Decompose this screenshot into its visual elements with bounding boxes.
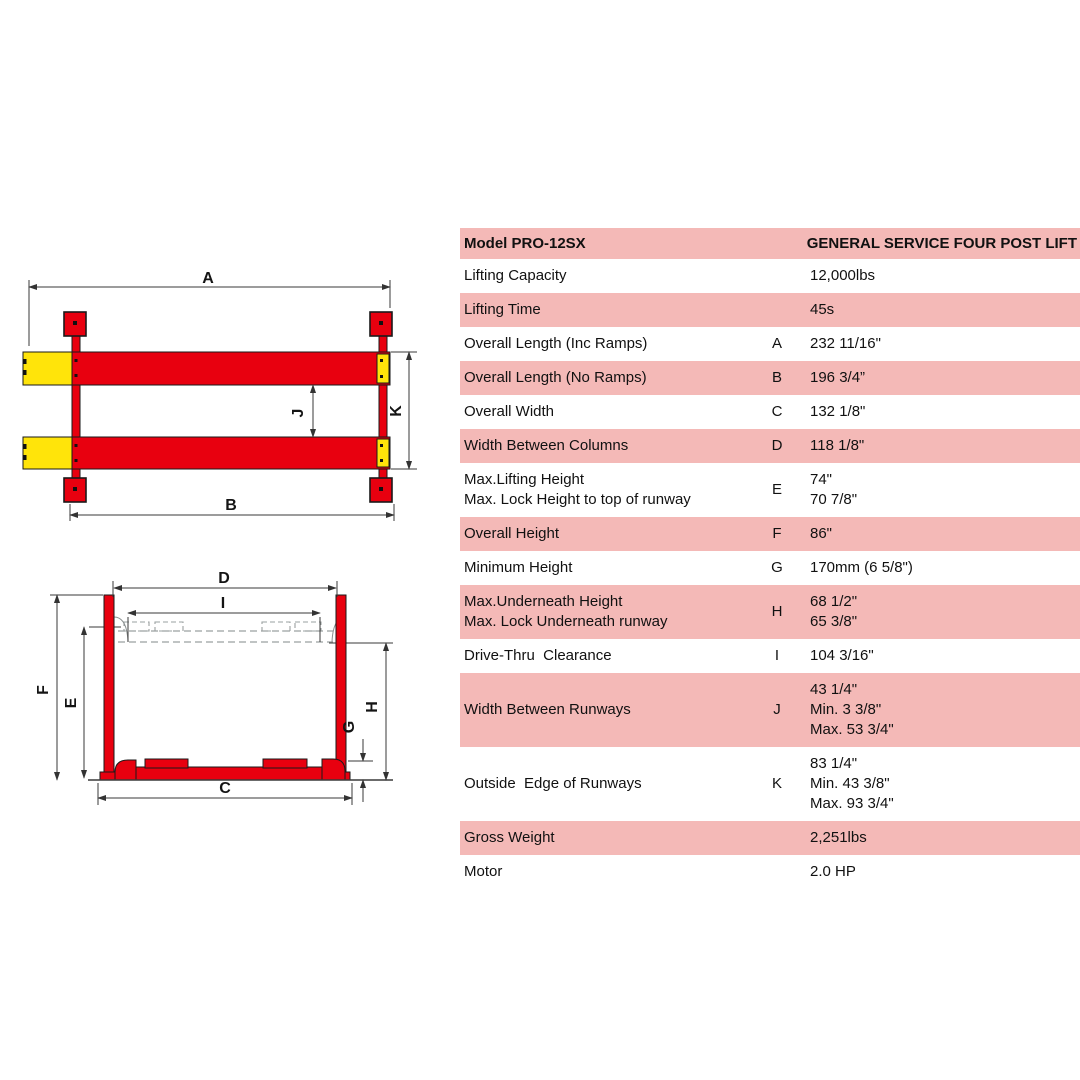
spec-row — [460, 395, 1080, 429]
spec-label-line: Width Between Runways — [464, 701, 631, 718]
spec-letter: F — [772, 525, 782, 542]
spec-label — [460, 402, 760, 422]
spec-label — [460, 862, 760, 882]
runway-bottom-end-plate — [377, 439, 389, 467]
spec-label-line: Motor — [464, 863, 503, 880]
spec-label-line: Overall Height — [464, 525, 560, 542]
spec-value — [794, 828, 1080, 848]
dimension-e — [63, 627, 84, 778]
spec-value — [794, 266, 1080, 286]
spec-label — [460, 300, 760, 320]
spec-letter: G — [771, 559, 783, 576]
posts — [64, 312, 392, 502]
runway-bottom — [72, 437, 390, 469]
spec-value-line: 45s — [810, 301, 835, 318]
spec-value-line: 83 1/4" — [810, 755, 858, 772]
spec-label-line: Drive-Thru Clearance — [464, 647, 612, 664]
spec-value — [794, 592, 1080, 632]
spec-row — [460, 821, 1080, 855]
spec-value-line: Min. 3 3/8" — [810, 701, 882, 718]
spec-letter: E — [771, 481, 782, 498]
spec-row — [460, 463, 1080, 517]
spec-value — [794, 680, 1080, 740]
spec-value-line: 196 3/4” — [810, 369, 866, 386]
spec-label — [460, 524, 760, 544]
spec-letter: D — [771, 437, 783, 454]
spec-row — [460, 517, 1080, 551]
spec-letter: B — [771, 369, 782, 386]
spec-row — [460, 429, 1080, 463]
dim-label-e: E — [63, 697, 80, 709]
spec-label — [460, 774, 760, 794]
table-title: GENERAL SERVICE FOUR POST LIFT — [806, 234, 1077, 252]
dimension-f — [35, 595, 103, 780]
spec-row — [460, 361, 1080, 395]
spec-value-line: 232 11/16" — [810, 335, 881, 352]
spec-row — [460, 855, 1080, 889]
dimension-d — [113, 570, 337, 597]
spec-label-line: Overall Length (No Ramps) — [464, 369, 647, 386]
dimension-c — [98, 780, 352, 805]
dim-label-i: I — [220, 595, 226, 612]
spec-value-line: 104 3/16" — [810, 647, 874, 664]
spec-value — [794, 402, 1080, 422]
spec-label-line: Lifting Time — [464, 301, 541, 318]
spec-label-line: Max.Lifting Height — [464, 471, 585, 488]
spec-value — [794, 334, 1080, 354]
raised-runway-phantom — [114, 617, 346, 642]
spec-letter: K — [771, 775, 782, 792]
spec-label-line: Max.Underneath Height — [464, 593, 623, 610]
spec-label — [460, 592, 760, 632]
model-label: Model PRO-12SX — [464, 234, 586, 252]
dim-label-a: A — [202, 270, 214, 287]
spec-label — [460, 646, 760, 666]
spec-label-line: Minimum Height — [464, 559, 573, 576]
spec-value — [794, 436, 1080, 456]
spec-letter: J — [773, 701, 781, 718]
spec-letter: I — [774, 647, 780, 664]
spec-value-line: 170mm (6 5/8") — [810, 559, 913, 576]
right-column — [336, 595, 346, 780]
spec-value-line: 65 3/8" — [810, 613, 858, 630]
runway-top — [72, 352, 390, 385]
spec-value-line: 86" — [810, 525, 833, 542]
spec-value-line: Max. 53 3/4" — [810, 721, 894, 738]
spec-value — [794, 368, 1080, 388]
spec-letter: A — [771, 335, 782, 352]
spec-letter: C — [771, 403, 783, 420]
spec-label — [460, 828, 760, 848]
spec-label-line: Gross Weight — [464, 829, 555, 846]
spec-value-line: 12,000lbs — [810, 267, 876, 284]
spec-row — [460, 585, 1080, 639]
spec-value-line: Max. 93 3/4" — [810, 795, 894, 812]
dim-label-b: B — [225, 497, 237, 514]
spec-value — [794, 862, 1080, 882]
dimension-k — [388, 352, 417, 469]
spec-label — [460, 700, 760, 720]
runway-top-end-plate — [377, 354, 389, 383]
spec-label — [460, 558, 760, 578]
spec-table — [460, 228, 1080, 889]
spec-label-line: Outside Edge of Runways — [464, 775, 642, 792]
spec-label — [460, 266, 760, 286]
spec-table-header — [460, 228, 1080, 259]
dimension-b — [70, 497, 394, 521]
spec-label-line: Overall Length (Inc Ramps) — [464, 335, 648, 352]
spec-value — [794, 524, 1080, 544]
spec-row — [460, 327, 1080, 361]
dim-label-j: J — [290, 408, 307, 418]
dimension-i — [128, 595, 320, 642]
spec-value — [794, 754, 1080, 814]
spec-value — [794, 646, 1080, 666]
spec-value — [794, 470, 1080, 510]
dim-label-f: F — [35, 685, 52, 695]
spec-row — [460, 259, 1080, 293]
spec-row — [460, 673, 1080, 747]
dim-label-c: C — [219, 780, 231, 797]
plan-view-drawing — [0, 258, 460, 530]
dimension-h — [364, 643, 386, 780]
dim-label-g: G — [341, 720, 358, 734]
spec-letter: H — [771, 603, 783, 620]
lowered-runway — [115, 759, 345, 780]
left-ramp-bottom — [23, 437, 73, 469]
spec-row — [460, 639, 1080, 673]
dimension-j — [290, 385, 313, 437]
spec-label — [460, 470, 760, 510]
left-column — [104, 595, 114, 780]
spec-value-line: 68 1/2" — [810, 593, 858, 610]
spec-label-line: Max. Lock Underneath runway — [464, 613, 668, 630]
spec-value-line: 118 1/8" — [810, 437, 865, 454]
spec-row — [460, 747, 1080, 821]
spec-row — [460, 551, 1080, 585]
spec-value-line: 2,251lbs — [810, 829, 867, 846]
spec-value — [794, 558, 1080, 578]
front-view-drawing — [0, 555, 460, 825]
spec-value-line: 70 7/8" — [810, 491, 858, 508]
spec-value-line: 132 1/8" — [810, 403, 866, 420]
spec-label — [460, 436, 760, 456]
spec-value-line: 74" — [810, 471, 833, 488]
dim-label-k: K — [388, 405, 405, 417]
spec-value-line: Min. 43 3/8" — [810, 775, 890, 792]
dim-label-d: D — [218, 570, 230, 587]
dim-label-h: H — [364, 701, 381, 713]
spec-value-line: 2.0 HP — [810, 863, 856, 880]
spec-value-line: 43 1/4" — [810, 681, 858, 698]
spec-label-line: Width Between Columns — [464, 437, 629, 454]
spec-rows — [460, 259, 1080, 889]
spec-label-line: Max. Lock Height to top of runway — [464, 491, 691, 508]
spec-row — [460, 293, 1080, 327]
spec-label — [460, 368, 760, 388]
spec-label-line: Overall Width — [464, 403, 555, 420]
left-ramp-top — [23, 352, 73, 385]
spec-label — [460, 334, 760, 354]
spec-label-line: Lifting Capacity — [464, 267, 567, 284]
spec-value — [794, 300, 1080, 320]
